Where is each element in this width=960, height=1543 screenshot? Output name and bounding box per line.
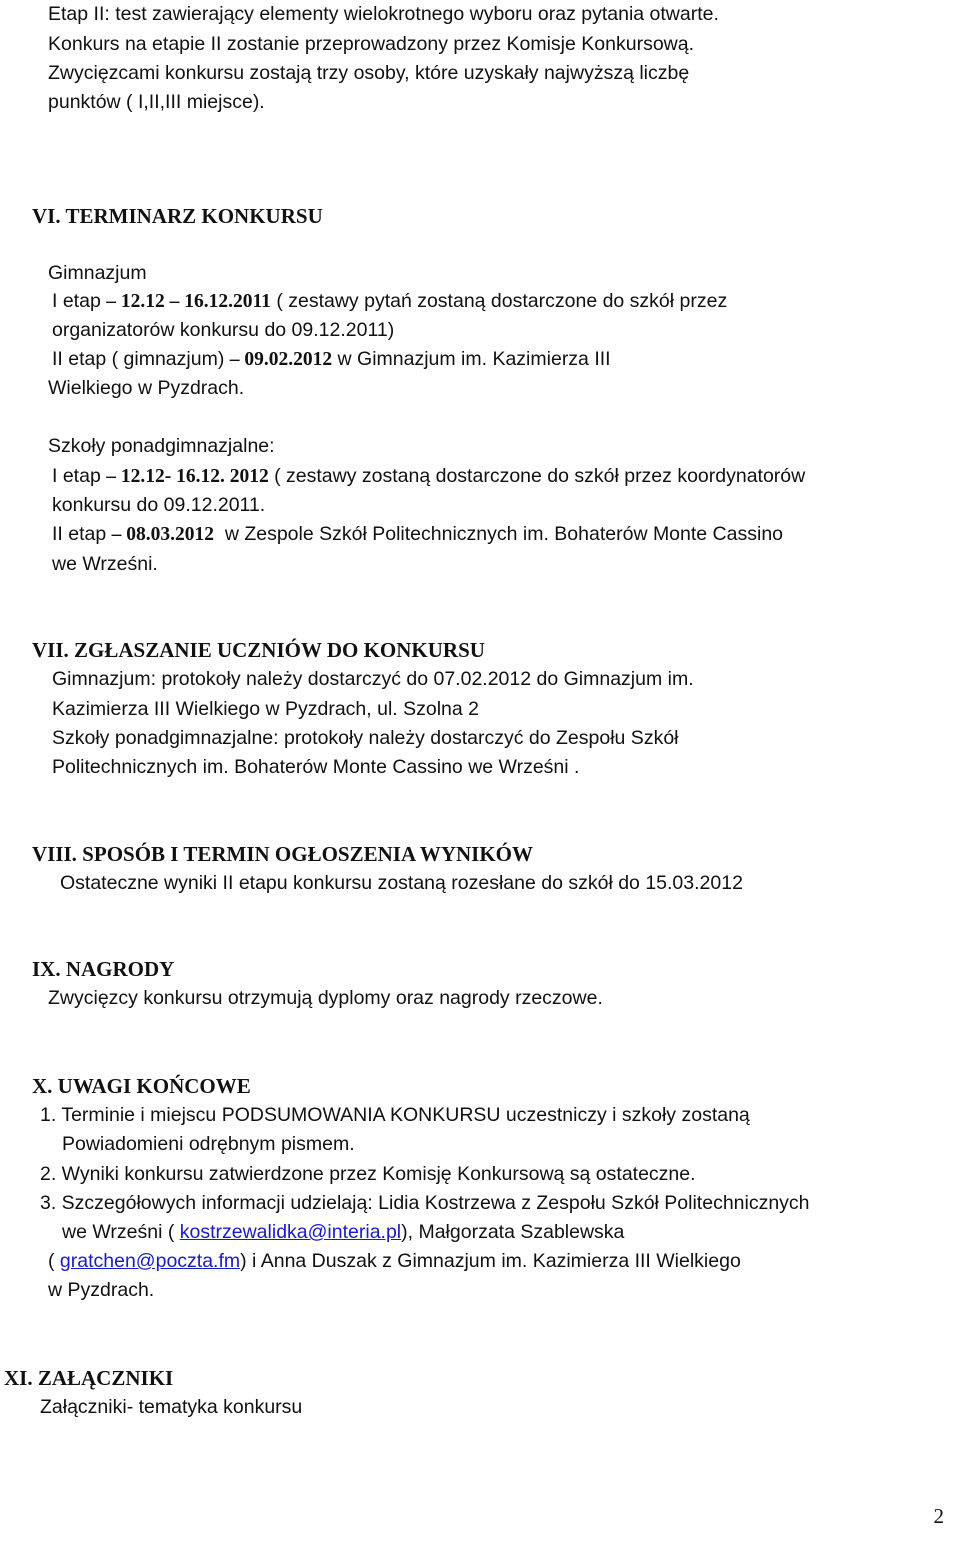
ponadgim-stage-2-cont: we Wrześni. (52, 553, 158, 575)
ponadgim-stage-2-pre: II etap (52, 523, 112, 545)
gim-stage-2-cont: Wielkiego w Pyzdrach. (48, 377, 245, 399)
section-11-title-text: XI. ZAŁĄCZNIKI (4, 1366, 174, 1390)
gim-stage-2-pre: II etap ( gimnazjum) (52, 348, 230, 370)
ponadgim-stage-1 (52, 462, 805, 491)
remark-2: 2. Wyniki konkursu zatwierdzone przez Komisję Konkursową są ostateczne. (40, 1163, 696, 1185)
s7-line-3: Szkoły ponadgimnazjalne: protokoły należy dostarczyć do Zespołu Szkół (52, 727, 679, 749)
remark-3-line-2-pre: we Wrześni ( (62, 1221, 180, 1243)
section-10-title-text: X. UWAGI KOŃCOWE (32, 1074, 251, 1098)
gimnazjum-label: Gimnazjum (48, 262, 147, 284)
ponadgim-stage-2 (52, 520, 783, 549)
ponadgim-stage-1-post: ( zestawy zostaną dostarczone do szkół przez koordynatorów (268, 465, 806, 487)
ponadgim-stage-1-pre: I etap (52, 465, 107, 487)
ponadgim-stage-1-cont: konkursu do 09.12.2011. (52, 494, 266, 516)
email-link-gratchen[interactable]: gratchen@poczta.fm (59, 1250, 241, 1272)
gim-stage-1-dates: – 12.12 – 16.12.2011 (106, 291, 271, 312)
s8-line-1: Ostateczne wyniki II etapu konkursu zostaną rozesłane do szkół do 15.03.2012 (60, 872, 743, 894)
remark-3: 3. Szczegółowych informacji udzielają: Lidia Kostrzewa z Zespołu Szkół Politechnicznych (40, 1192, 810, 1214)
email-link-kostrzewa[interactable]: kostrzewalidka@interia.pl (179, 1221, 402, 1243)
gim-stage-2-post: w Gimnazjum im. Kazimierza III (332, 348, 611, 370)
remark-3-line-3 (48, 1247, 741, 1276)
section-8-title-text: VIII. SPOSÓB I TERMIN OGŁOSZENIA WYNIKÓW (32, 842, 534, 866)
gim-stage-1-post: ( zestawy pytań zostaną dostarczone do szkół przez (270, 290, 728, 312)
s7-line-2: Kazimierza III Wielkiego w Pyzdrach, ul. Szolna 2 (52, 698, 480, 720)
intro-line-4: punktów ( I,II,III miejsce). (48, 91, 265, 113)
remark-3-line-2-post: ), Małgorzata Szablewska (401, 1221, 625, 1243)
gim-stage-2 (52, 345, 611, 374)
ponadgim-stage-2-date: – 08.03.2012 (111, 524, 214, 545)
remark-1-cont: Powiadomieni odrębnym pismem. (62, 1133, 355, 1155)
section-7-title-text: VII. ZGŁASZANIE UCZNIÓW DO KONKURSU (32, 638, 485, 662)
section-6-title-text: VI. TERMINARZ KONKURSU (32, 204, 323, 228)
gim-stage-1 (52, 287, 727, 316)
gim-stage-2-date: – 09.02.2012 (229, 349, 333, 370)
s9-line-1: Zwycięzcy konkursu otrzymują dyplomy oraz nagrody rzeczowe. (48, 987, 603, 1009)
ponadgim-stage-1-dates: – 12.12- 16.12. 2012 (106, 466, 269, 487)
ponadgim-label: Szkoły ponadgimnazjalne: (48, 435, 275, 457)
gim-stage-1-pre: I etap (52, 290, 107, 312)
gim-stage-1-cont: organizatorów konkursu do 09.12.2011) (52, 319, 395, 341)
section-8-title (32, 840, 533, 869)
section-10-title (32, 1072, 251, 1101)
section-6-title (32, 202, 323, 231)
remark-1: 1. Terminie i miejscu PODSUMOWANIA KONKURSU uczestniczy i szkoły zostaną (40, 1104, 750, 1126)
section-9-title-text: IX. NAGRODY (32, 957, 175, 981)
remark-3-line-2 (62, 1218, 624, 1247)
remark-3-line-3-post: ) i Anna Duszak z Gimnazjum im. Kazimierza III Wielkiego (240, 1250, 741, 1272)
ponadgim-stage-2-post: w Zespole Szkół Politechnicznych im. Bohaterów Monte Cassino (214, 523, 784, 545)
section-11-title (4, 1364, 173, 1393)
section-7-title (32, 636, 485, 665)
remark-3-line-4: w Pyzdrach. (48, 1279, 155, 1301)
s11-line-1: Załączniki- tematyka konkursu (40, 1396, 303, 1418)
s7-line-4: Politechnicznych im. Bohaterów Monte Cassino we Wrześni . (52, 756, 580, 778)
page-number: 2 (933, 1504, 944, 1528)
section-9-title (32, 955, 174, 984)
remark-3-line-3-pre: ( (48, 1250, 60, 1272)
intro-line-2: Konkurs na etapie II zostanie przeprowadzony przez Komisje Konkursową. (48, 33, 695, 55)
s7-line-1: Gimnazjum: protokoły należy dostarczyć do 07.02.2012 do Gimnazjum im. (52, 668, 694, 690)
intro-line-3: Zwycięzcami konkursu zostają trzy osoby, które uzyskały najwyższą liczbę (48, 62, 690, 84)
intro-line-1: Etap II: test zawierający elementy wielokrotnego wyboru oraz pytania otwarte. (48, 3, 719, 25)
